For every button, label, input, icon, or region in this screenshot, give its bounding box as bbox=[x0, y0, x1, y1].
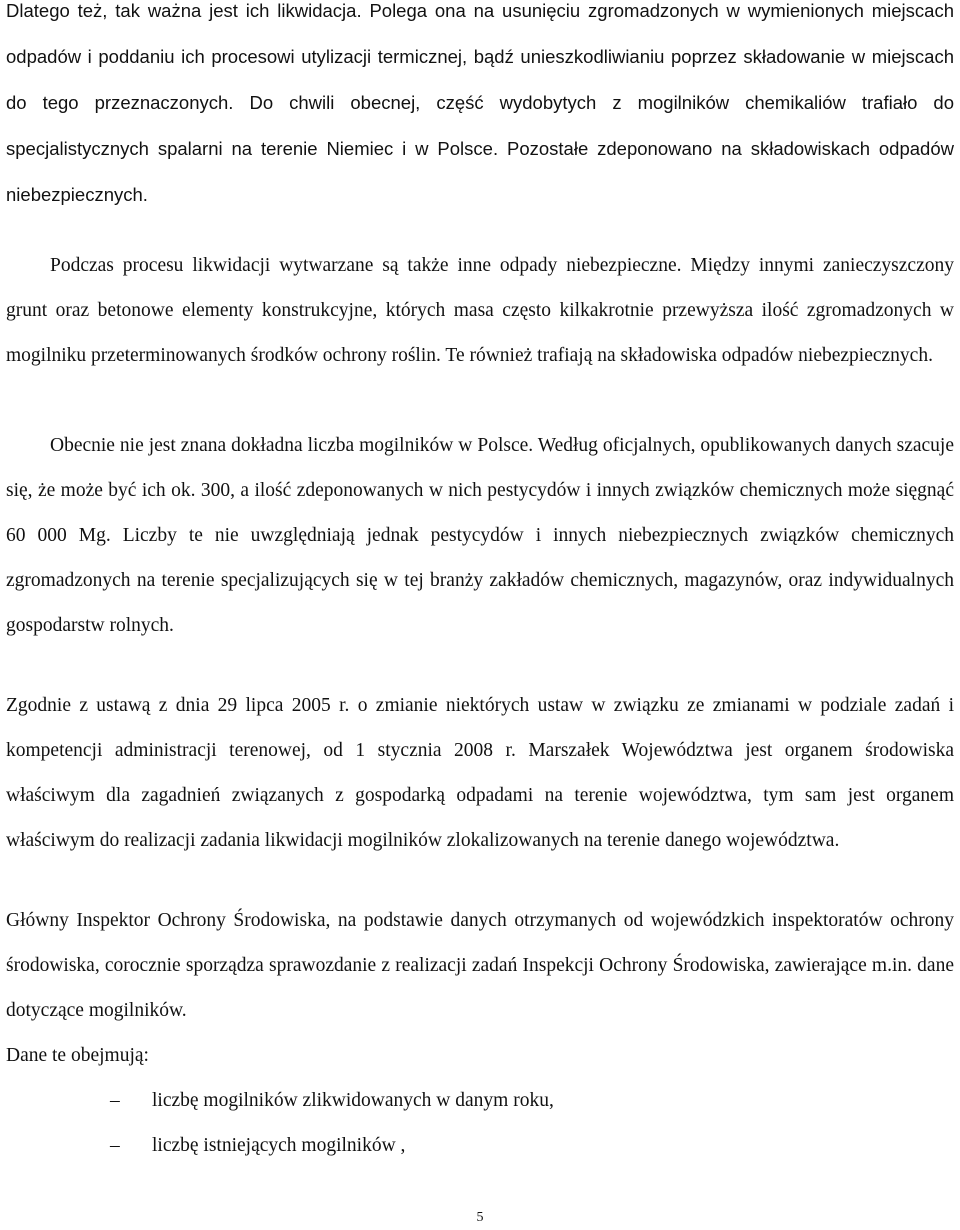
paragraph-chief-inspector: Główny Inspektor Ochrony Środowiska, na podstawie danych otrzymanych od wojewódzkich inspektoratów ochrony środowiska, corocznie sporządza sprawozdanie z realizacji zadań Inspekcji Ochrony Środowiska, zawierające m.in. dane dotyczące mogilników. bbox=[6, 910, 954, 1021]
list-item bbox=[6, 1123, 954, 1168]
paragraph-number-part-3: Liczby te nie uwzględniają jednak pestycydów i innych niebezpiecznych związków chemicznych zgromadzonych na terenie specjalizujących się w tej branży zakładów chemicznych, magazynów, oraz indywidualnych gospodarstw rolnych. bbox=[6, 525, 955, 636]
paragraph-number-part-2: 300, a ilość zdeponowanych w nich pestycydów i innych związków chemicznych może sięgnąć 60 000 Mg. bbox=[6, 480, 954, 546]
paragraph-number-part-1: Obecnie nie jest znana dokładna liczba mogilników w Polsce. Według oficjalnych, opublikowanych danych szacuje się, że może być ich ok. bbox=[6, 435, 954, 501]
page-number: 5 bbox=[476, 1210, 484, 1225]
paragraph-act-2005: Zgodnie z ustawą z dnia 29 lipca 2005 r. o zmianie niektórych ustaw w związku ze zmianami w podziale zadań i kompetencji administracji terenowej, od 1 stycznia 2008 r. Marszałek Województwa jest organem środowiska właściwym dla zagadnień związanych z gospodarką odpadami na terenie województwa, tym sam jest organem właściwym do realizacji zadania likwidacji mogilników zlokalizowanych na terenie danego województwa. bbox=[6, 695, 954, 851]
paragraph-other-waste bbox=[6, 243, 954, 378]
list-item-text: liczbę mogilników zlikwidowanych w danym roku, bbox=[152, 1090, 554, 1111]
paragraph-liquidation-part-2: Do chwili obecnej, część wydobytych z mogilników chemikaliów trafiało do specjalistycznych spalarni na terenie Niemiec i w Polsce. Pozostałe zdeponowano na składowiskach odpadów niebezpiecznych. bbox=[6, 92, 954, 205]
paragraph-number-of-landfills bbox=[6, 423, 954, 648]
list-dash: – bbox=[110, 1090, 120, 1111]
paragraph-data-includes: Dane te obejmują: bbox=[6, 1045, 149, 1066]
paragraph-other-waste-part-2: Między innymi zanieczyszczony grunt oraz betonowe elementy konstrukcyjne, których masa często kilkakrotnie przewyższa ilość zgromadzonych w mogilniku przeterminowanych środków ochrony roślin. Te również trafiają na składowiska odpadów niebezpiecznych. bbox=[6, 255, 954, 366]
data-list bbox=[6, 1078, 954, 1168]
list-item bbox=[6, 1078, 954, 1123]
paragraph-liquidation bbox=[6, 0, 954, 218]
list-item-text: liczbę istniejących mogilników , bbox=[152, 1135, 406, 1156]
list-dash: – bbox=[110, 1135, 120, 1156]
paragraph-liquidation-part-1: Dlatego też, tak ważna jest ich likwidacja. Polega ona na usunięciu zgromadzonych w wymienionych miejscach odpadów i poddaniu ich procesowi utylizacji termicznej, bądź unieszkodliwianiu poprzez składowanie w miejscach do tego przeznaczonych. bbox=[6, 0, 954, 113]
paragraph-other-waste-part-1: Podczas procesu likwidacji wytwarzane są także inne odpady niebezpieczne. bbox=[50, 255, 691, 276]
